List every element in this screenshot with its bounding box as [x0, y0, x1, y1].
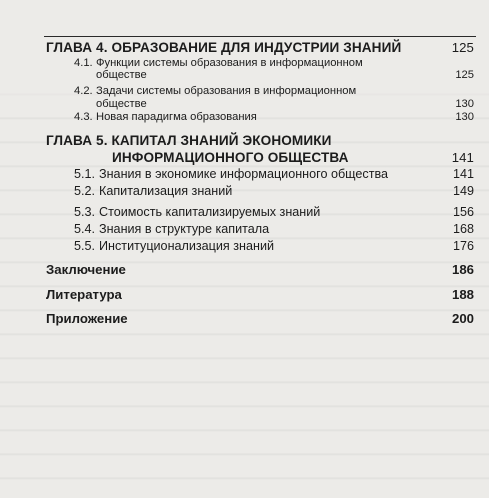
item-title: Капитализация знаний: [99, 184, 233, 198]
item-page: 125: [455, 69, 474, 81]
toc-item-4-2-cont: [74, 98, 474, 112]
top-rule: [44, 36, 476, 37]
item-title-continued: обществе: [96, 98, 147, 110]
item-page: 130: [455, 111, 474, 123]
toc-item-4-3: [74, 111, 474, 125]
item-page: 200: [451, 311, 474, 326]
item-title: Знания в экономике информационного общества: [99, 167, 389, 181]
item-page: 130: [455, 98, 474, 110]
item-page: 188: [451, 287, 474, 302]
chapter-5-page: 141: [451, 150, 474, 165]
toc-item-5-5: [74, 239, 474, 254]
chapter-5-heading: [46, 133, 474, 149]
item-title: Институционализация знаний: [99, 239, 275, 253]
item-title-continued: обществе: [96, 69, 147, 81]
item-number: 4.1.: [74, 57, 93, 69]
item-number: 4.2.: [74, 85, 93, 97]
toc-conclusion: [46, 262, 474, 278]
item-page: 186: [451, 262, 474, 277]
chapter-4-heading: [46, 40, 474, 56]
item-number: 5.3.: [74, 205, 96, 219]
item-number: 5.5.: [74, 239, 96, 253]
chapter-5-heading-cont: [46, 150, 474, 166]
item-title: Задачи системы образования в информационном: [96, 85, 357, 97]
item-page: 176: [452, 239, 474, 253]
item-title: Литература: [46, 287, 122, 302]
item-page: 141: [452, 167, 474, 181]
item-page: 149: [452, 184, 474, 198]
item-title: Знания в структуре капитала: [99, 222, 270, 236]
toc-item-5-3: [74, 205, 474, 220]
item-title: Функции системы образования в информационном: [96, 57, 363, 69]
toc-item-4-1-cont: [74, 69, 474, 83]
item-title: Стоимость капитализируемых знаний: [99, 205, 321, 219]
item-number: 4.3.: [74, 111, 93, 123]
item-title: Новая парадигма образования: [96, 111, 257, 123]
item-number: 5.2.: [74, 184, 96, 198]
item-page: 168: [452, 222, 474, 236]
item-number: 5.1.: [74, 167, 96, 181]
toc-item-5-1: [74, 167, 474, 182]
item-title: Заключение: [46, 262, 126, 277]
toc-references: [46, 287, 474, 303]
chapter-5-title-line2: ИНФОРМАЦИОННОГО ОБЩЕСТВА: [112, 150, 349, 165]
toc-item-5-2: [74, 184, 474, 199]
toc-appendix: [46, 311, 474, 327]
item-title: Приложение: [46, 311, 128, 326]
toc-item-4-2: [74, 85, 474, 99]
toc-item-5-4: [74, 222, 474, 237]
chapter-5-title-line1: ГЛАВА 5. КАПИТАЛ ЗНАНИЙ ЭКОНОМИКИ: [46, 133, 332, 148]
chapter-4-title: ГЛАВА 4. ОБРАЗОВАНИЕ ДЛЯ ИНДУСТРИИ ЗНАНИЙ: [46, 40, 402, 55]
chapter-4-page: 125: [451, 40, 474, 55]
item-number: 5.4.: [74, 222, 96, 236]
item-page: 156: [452, 205, 474, 219]
